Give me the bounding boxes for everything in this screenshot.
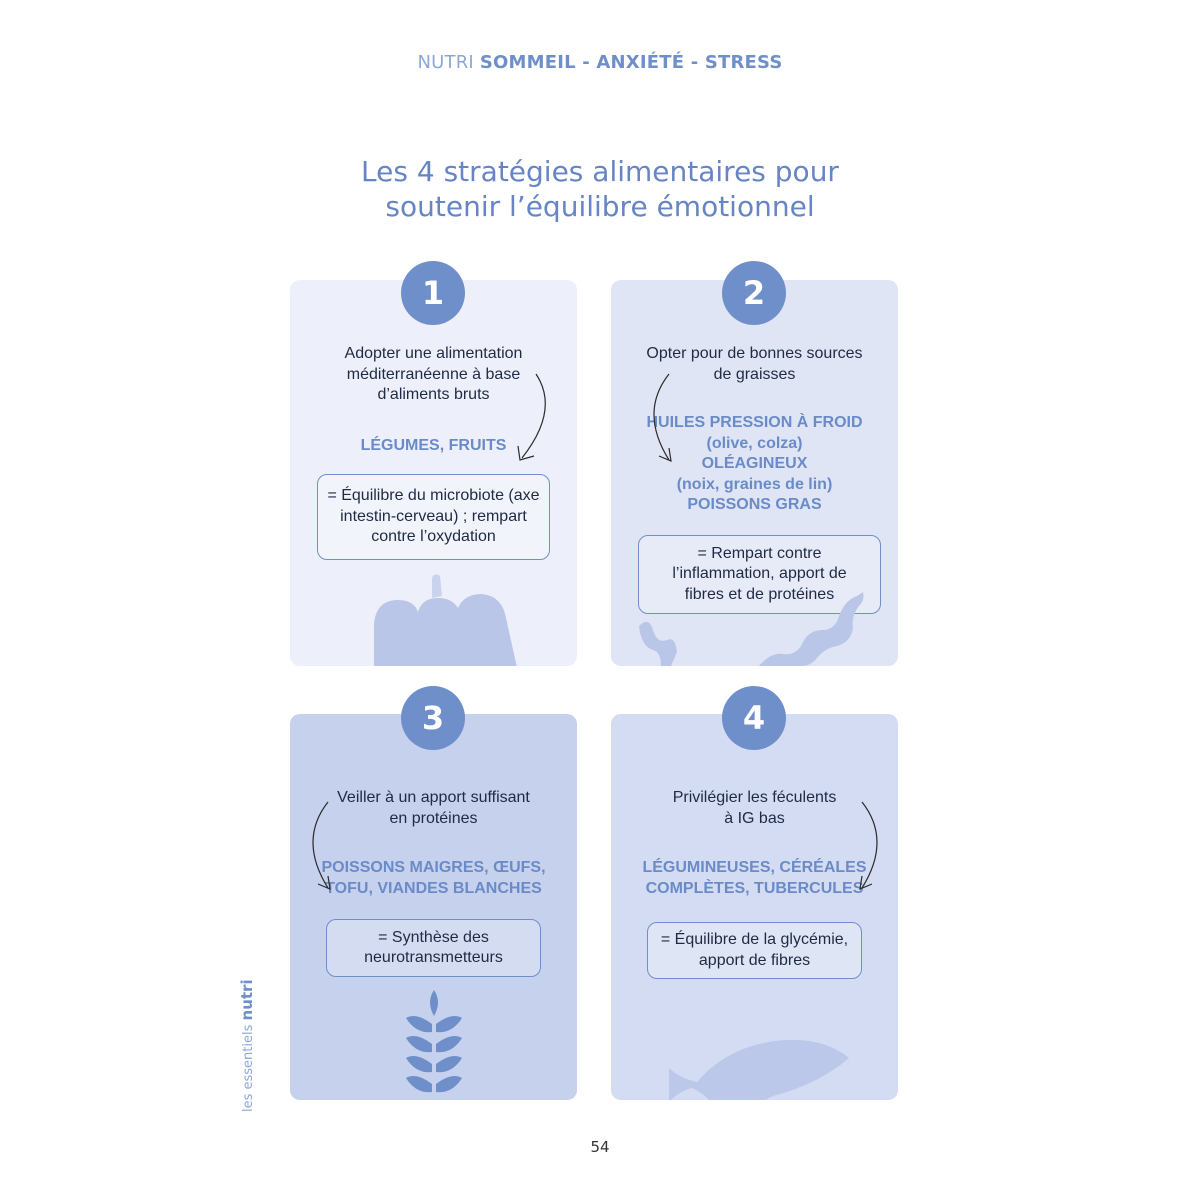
bean-pod-icon xyxy=(631,586,891,666)
collection-prefix: les essentiels xyxy=(241,1024,256,1112)
strategy-4-number: 4 xyxy=(722,686,786,750)
strategy-4-foods: LÉGUMINEUSES, CÉRÉALES COMPLÈTES, TUBERCULES xyxy=(642,859,867,897)
curved-arrow-icon xyxy=(856,800,888,892)
header-topic: SOMMEIL - ANXIÉTÉ - STRESS xyxy=(479,52,783,73)
fish-icon xyxy=(669,1028,851,1100)
wheat-icon xyxy=(402,990,466,1100)
strategy-3-number: 3 xyxy=(401,686,465,750)
strategy-3-foods: POISSONS MAIGRES, ŒUFS, TOFU, VIANDES BLANCHES xyxy=(321,859,546,897)
strategy-card-3 xyxy=(290,714,577,1100)
page-title: Les 4 stratégies alimentaires pour soutenir l’équilibre émotionnel xyxy=(361,155,839,223)
curved-arrow-icon xyxy=(304,800,336,892)
strategy-2-number: 2 xyxy=(722,261,786,325)
strategy-4-intro: Privilégier les féculents à IG bas xyxy=(672,789,837,827)
strategy-1-number: 1 xyxy=(401,261,465,325)
strategy-3-intro: Veiller à un apport suffisant en protéines xyxy=(337,789,530,827)
strategy-2-foods: HUILES PRESSION À FROID (olive, colza) OLÉAGINEUX (noix, graines de lin) POISSONS GRAS xyxy=(646,414,863,513)
strategy-card-4 xyxy=(611,714,898,1100)
collection-label xyxy=(238,979,256,1112)
collection-brand: nutri xyxy=(238,979,256,1021)
curved-arrow-icon xyxy=(645,372,677,464)
page-number: 54 xyxy=(590,1138,610,1156)
pepper-icon xyxy=(370,572,520,666)
strategy-4-result: = Équilibre de la glycémie, apport de fibres xyxy=(647,922,862,979)
strategy-2-intro: Opter pour de bonnes sources de graisses xyxy=(646,345,863,383)
header-prefix: NUTRI xyxy=(417,52,474,73)
strategy-2-result: = Rempart contre l’inflammation, apport de fibres et de protéines xyxy=(638,535,881,614)
running-header xyxy=(0,52,1200,73)
strategy-3-result: = Synthèse des neurotransmetteurs xyxy=(326,919,541,977)
strategy-card-1 xyxy=(290,280,577,666)
curved-arrow-icon xyxy=(510,372,555,464)
strategy-1-intro: Adopter une alimentation méditerranéenne à base d’aliments bruts xyxy=(344,345,523,403)
strategy-1-foods: LÉGUMES, FRUITS xyxy=(360,437,507,454)
strategy-card-2 xyxy=(611,280,898,666)
strategy-1-result: = Équilibre du microbiote (axe intestin-cerveau) ; rempart contre l’oxydation xyxy=(317,474,550,560)
